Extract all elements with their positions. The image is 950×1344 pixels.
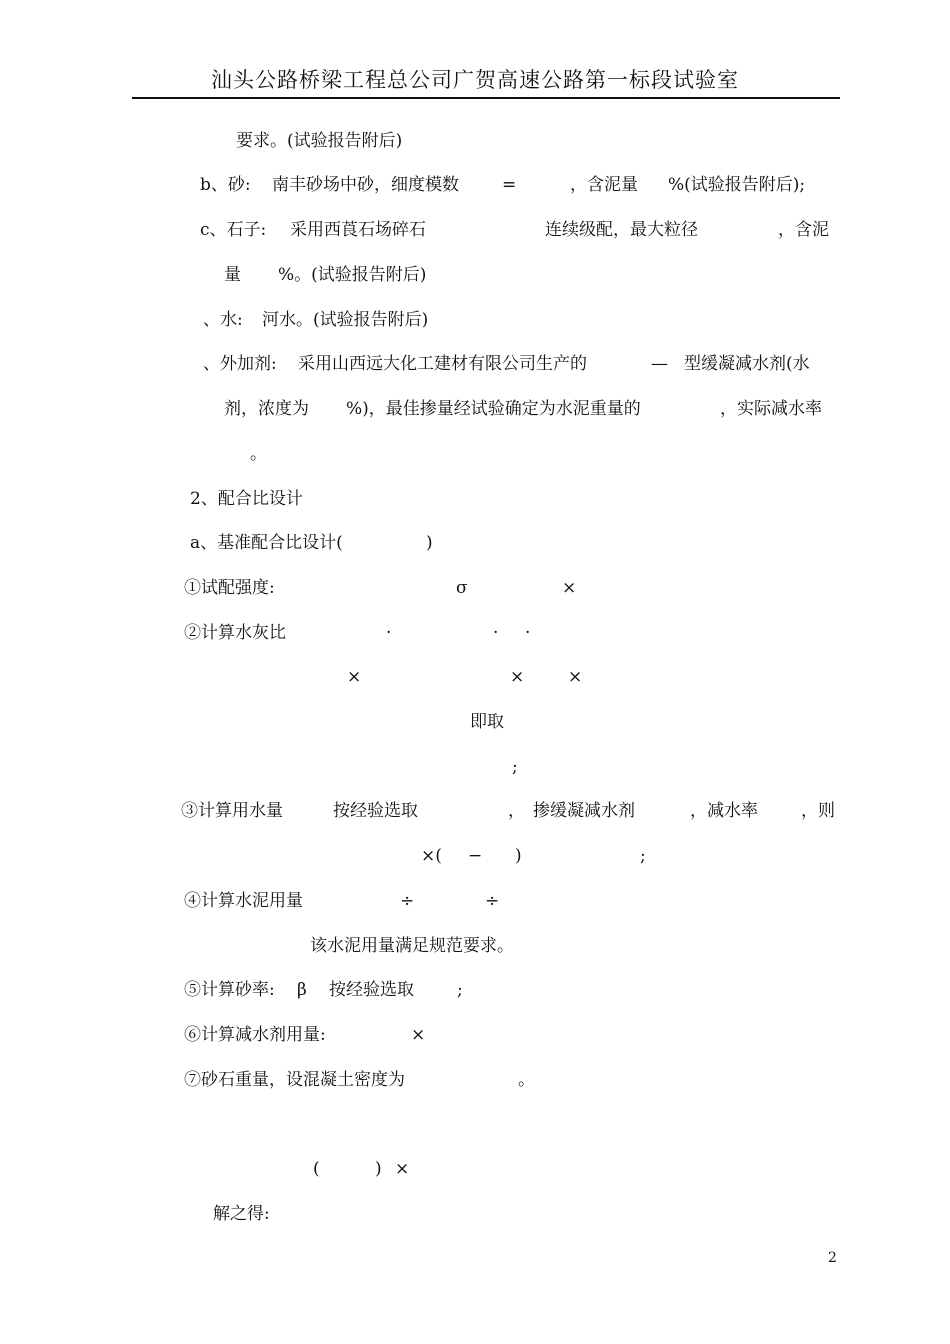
admixture-line2a: 剂，浓度为	[224, 399, 309, 419]
admixture-line3: 。	[250, 444, 267, 464]
step7-label: ⑦砂石重量，设混凝土密度为	[184, 1070, 405, 1090]
stone-text: 采用西莨石场碎石	[290, 220, 426, 240]
admixture-type: 型缓凝减水剂(水	[684, 354, 810, 374]
step3-g: −	[468, 846, 483, 866]
step6-times: ×	[411, 1025, 426, 1045]
page-header-title: 汕头公路桥梁工程总公司广贺高速公路第一标段试验室	[211, 68, 739, 92]
step4-div2: ÷	[485, 891, 500, 911]
step5-a: 按经验选取	[329, 980, 414, 1000]
step3-a: 按经验选取	[333, 801, 418, 821]
header-rule	[132, 97, 840, 99]
sand-text: 南丰砂场中砂，细度模数	[272, 175, 459, 195]
admixture-label: 、外加剂:	[203, 354, 277, 374]
step4-div1: ÷	[400, 891, 415, 911]
water-label: 、水:	[203, 310, 243, 330]
design-sub-a: a、基准配合比设计(	[190, 533, 343, 553]
admixture-text: 采用山西远大化工建材有限公司生产的	[298, 354, 587, 374]
step7-end: 。	[518, 1070, 535, 1090]
stone-mud-label: ，含泥	[778, 220, 829, 240]
step2-times1: ×	[347, 667, 362, 687]
page-number: 2	[828, 1250, 837, 1266]
sand-label: b、砂:	[200, 175, 251, 195]
water-text: 河水。(试验报告附后)	[262, 310, 429, 330]
sand-tail: %(试验报告附后);	[668, 175, 806, 195]
step7-paren-open: (	[313, 1159, 320, 1179]
solve-label: 解之得:	[213, 1204, 270, 1224]
step5-semi: ;	[457, 980, 463, 1000]
step3-e: ，则	[801, 801, 835, 821]
step2-times2: ×	[510, 667, 525, 687]
admixture-dash: —	[651, 354, 668, 374]
step3-f: ×(	[421, 846, 442, 866]
step3-c: 掺缓凝减水剂	[533, 801, 635, 821]
stone-line2-tail: %。(试验报告附后)	[278, 265, 427, 285]
design-title: 2、配合比设计	[190, 489, 303, 509]
step3-b: ，	[508, 801, 525, 821]
admixture-line2c: ，实际减水率	[720, 399, 822, 419]
sand-mud-label: ，含泥量	[570, 175, 638, 195]
step2-semi: ;	[512, 757, 518, 777]
step2-take: 即取	[470, 712, 504, 732]
step3-d: ，减水率	[690, 801, 758, 821]
step1-times: ×	[562, 578, 577, 598]
cement-tail: 要求。(试验报告附后)	[236, 131, 403, 151]
step3-i: ;	[640, 846, 646, 866]
step5-label: ⑤计算砂率:	[184, 980, 275, 1000]
stone-grading: 连续级配，最大粒径	[545, 220, 698, 240]
admixture-line2b: %)，最佳掺量经试验确定为水泥重量的	[346, 399, 641, 419]
sand-eq: =	[502, 175, 517, 195]
step5-beta: β	[297, 980, 307, 1000]
stone-line2: 量	[224, 265, 241, 285]
step1-sigma: σ	[456, 578, 468, 598]
stone-label: c、石子:	[200, 220, 267, 240]
design-sub-a-close: )	[426, 533, 433, 553]
step2-times3: ×	[568, 667, 583, 687]
step2-dot2: ·	[493, 623, 499, 643]
step3-label: ③计算用水量	[181, 801, 283, 821]
step3-h: )	[515, 846, 522, 866]
step7-times: ×	[395, 1159, 410, 1179]
step2-dot1: ·	[386, 623, 392, 643]
step7-paren-close: )	[375, 1159, 382, 1179]
step1-label: ①试配强度:	[184, 578, 275, 598]
step6-label: ⑥计算减水剂用量:	[184, 1025, 326, 1045]
step4-label: ④计算水泥用量	[184, 891, 303, 911]
step4-note: 该水泥用量满足规范要求。	[310, 936, 514, 956]
step2-label: ②计算水灰比	[184, 623, 286, 643]
step2-dot3: ·	[525, 623, 531, 643]
